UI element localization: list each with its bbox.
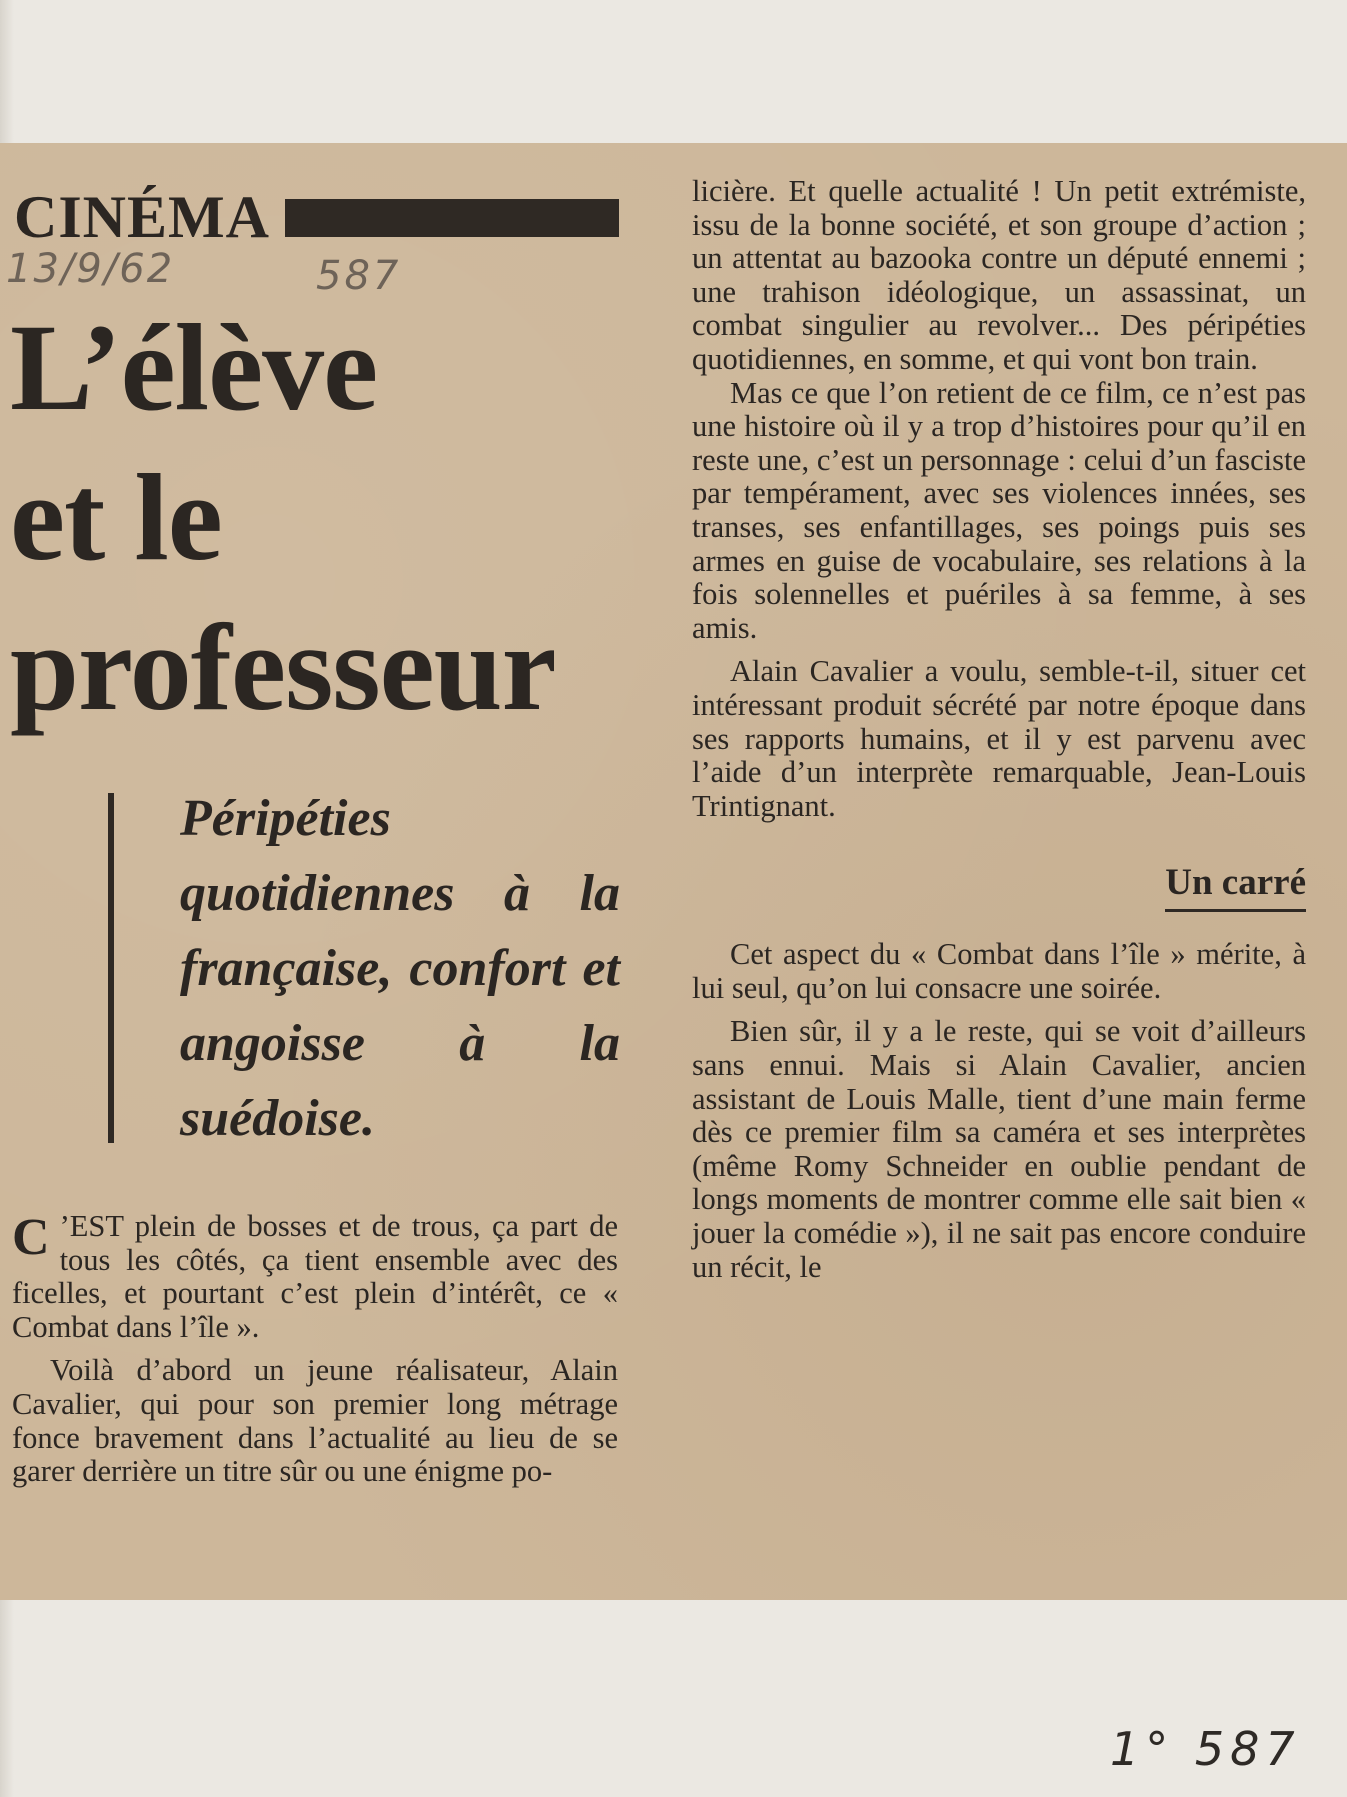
right-paragraph-2: Mas ce que l’on retient de ce film, ce n’est pas une histoire où il y a trop d’histoires pour qu’il en reste une, c’est un personnage : celui d’un fasciste par tempérament, avec ses violences innées, ses transes, ses enfantillages, ses poings puis ses armes en guise de vocabulaire, ses relations à la fois solennelles et puériles à sa femme, à ses amis. bbox=[692, 375, 1306, 645]
left-column bbox=[12, 1210, 618, 1489]
archive-number-mark: 1° 587 bbox=[1110, 1722, 1301, 1776]
left-paragraph-2: Voilà d’abord un jeune réalisateur, Alain Cavalier, qui pour son premier long métrage fonce bravement dans l’actualité au lieu de se garer derrière un titre sûr ou une énigme po- bbox=[12, 1353, 618, 1489]
drop-cap: C bbox=[12, 1209, 50, 1266]
right-paragraph-1: licière. Et quelle actualité ! Un petit extrémiste, issu de la bonne société, et son groupe d’action ; un attentat au bazooka contre un député ennemi ; une trahison idéologique, un assassinat, un combat singulier au revolver... Des péripéties quotidiennes, en somme, et qui vont bon train. bbox=[692, 174, 1306, 376]
right-paragraph-5: Bien sûr, il y a le reste, qui se voit d’ailleurs sans ennui. Mais si Alain Cavalier, ancien assistant de Louis Malle, tient d’une main ferme dès ce premier film sa caméra et ses interprètes (même Romy Schneider en oublie pendant de longs moments de montrer comme elle sait bien « jouer la comédie »), il ne sait pas encore conduire un récit, le bbox=[692, 1014, 1306, 1284]
headline-line-2: et le bbox=[10, 449, 222, 586]
handwritten-date: 13/9/62 bbox=[6, 246, 175, 292]
subheading bbox=[692, 861, 1306, 912]
left-paragraph-1-text: ’EST plein de bosses et de trous, ça part de tous les côtés, ça tient ensemble avec des ficelles, et pourtant c’est plein d’intérêt, ce « Combat dans l’île ». bbox=[12, 1209, 618, 1344]
subheading-text: Un carré bbox=[1165, 861, 1306, 912]
right-column bbox=[692, 175, 1306, 1284]
section-rubric: CINÉMA bbox=[14, 184, 270, 250]
newspaper-clipping bbox=[0, 143, 1347, 1600]
deck-rule bbox=[108, 793, 114, 1143]
article-deck: Péripéties quotidiennes à la française, confort et angoisse à la suédoise. bbox=[180, 790, 620, 1147]
headline-line-1: L’élève bbox=[10, 299, 378, 436]
headline-line-3: professeur bbox=[10, 599, 556, 736]
left-paragraph-1 bbox=[12, 1210, 618, 1344]
right-paragraph-4: Cet aspect du « Combat dans l’île » mérite, à lui seul, qu’on lui consacre une soirée. bbox=[692, 937, 1306, 1005]
rubric-bar bbox=[285, 199, 619, 237]
right-paragraph-3: Alain Cavalier a voulu, semble-t-il, situer cet intéressant produit sécrété par notre époque dans ses rapports humains, et il y est parvenu avec l’aide d’un interprète remarquable, Jean-Louis Trintignant. bbox=[692, 654, 1306, 823]
handwritten-number: 587 bbox=[316, 253, 402, 299]
article-headline bbox=[10, 293, 620, 743]
